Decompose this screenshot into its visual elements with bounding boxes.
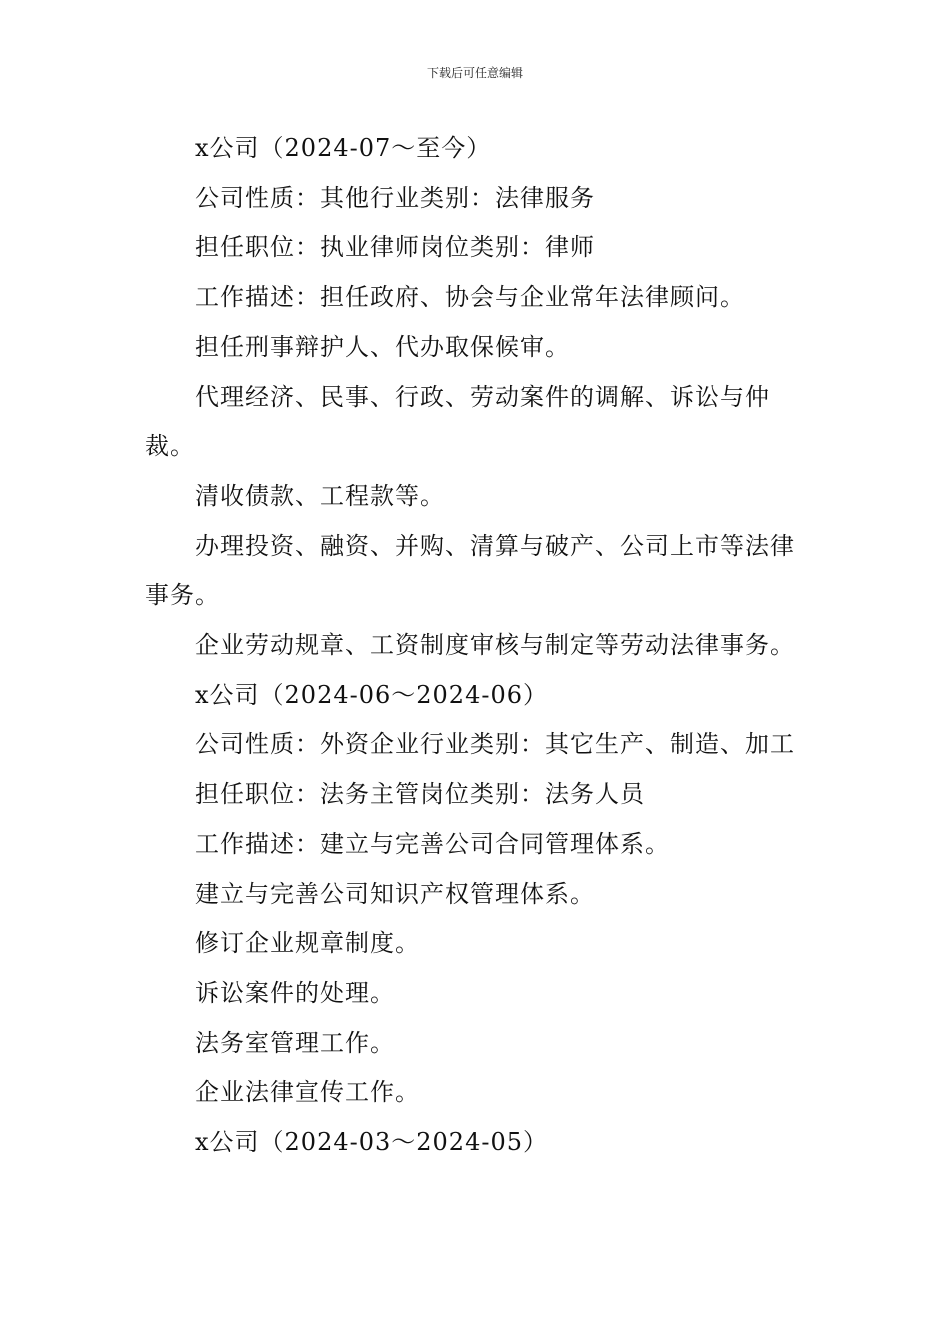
paragraph-duty: 建立与完善公司知识产权管理体系。 xyxy=(195,879,595,908)
paragraph-duty: 修订企业规章制度。 xyxy=(195,929,420,958)
paragraph-duty: 法务室管理工作。 xyxy=(195,1028,395,1057)
page-header: 下载后可任意编辑 xyxy=(426,66,523,80)
paragraph-duty: 代理经济、民事、行政、劳动案件的调解、诉讼与仲裁。 xyxy=(145,382,770,461)
paragraph-company-2-nature: 公司性质：外资企业行业类别：其它生产、制造、加工 xyxy=(195,730,795,759)
paragraph-duty: 担任刑事辩护人、代办取保候审。 xyxy=(195,332,570,361)
paragraph-duty: 诉讼案件的处理。 xyxy=(195,978,395,1007)
paragraph-company-2-title: x公司（2024-06～2024-06） xyxy=(195,680,548,709)
paragraph-company-1-position: 担任职位：执业律师岗位类别：律师 xyxy=(195,233,595,262)
paragraph-company-1-title: x公司（2024-07～至今） xyxy=(195,134,492,162)
paragraph-company-3-title: x公司（2024-03～2024-05） xyxy=(195,1128,548,1157)
paragraph-company-2-position: 担任职位：法务主管岗位类别：法务人员 xyxy=(195,780,645,809)
paragraph-company-2-description: 工作描述：建立与完善公司合同管理体系。 xyxy=(195,829,670,858)
paragraph-duty: 企业劳动规章、工资制度审核与制定等劳动法律事务。 xyxy=(195,631,795,660)
paragraph-company-1-description: 工作描述：担任政府、协会与企业常年法律顾问。 xyxy=(195,283,745,312)
paragraph-duty: 企业法律宣传工作。 xyxy=(195,1078,420,1107)
document-body xyxy=(145,124,807,1168)
paragraph-company-1-nature: 公司性质：其他行业类别：法律服务 xyxy=(195,183,595,212)
paragraph-duty: 办理投资、融资、并购、清算与破产、公司上市等法律事务。 xyxy=(145,531,795,610)
paragraph-duty: 清收债款、工程款等。 xyxy=(195,481,445,510)
